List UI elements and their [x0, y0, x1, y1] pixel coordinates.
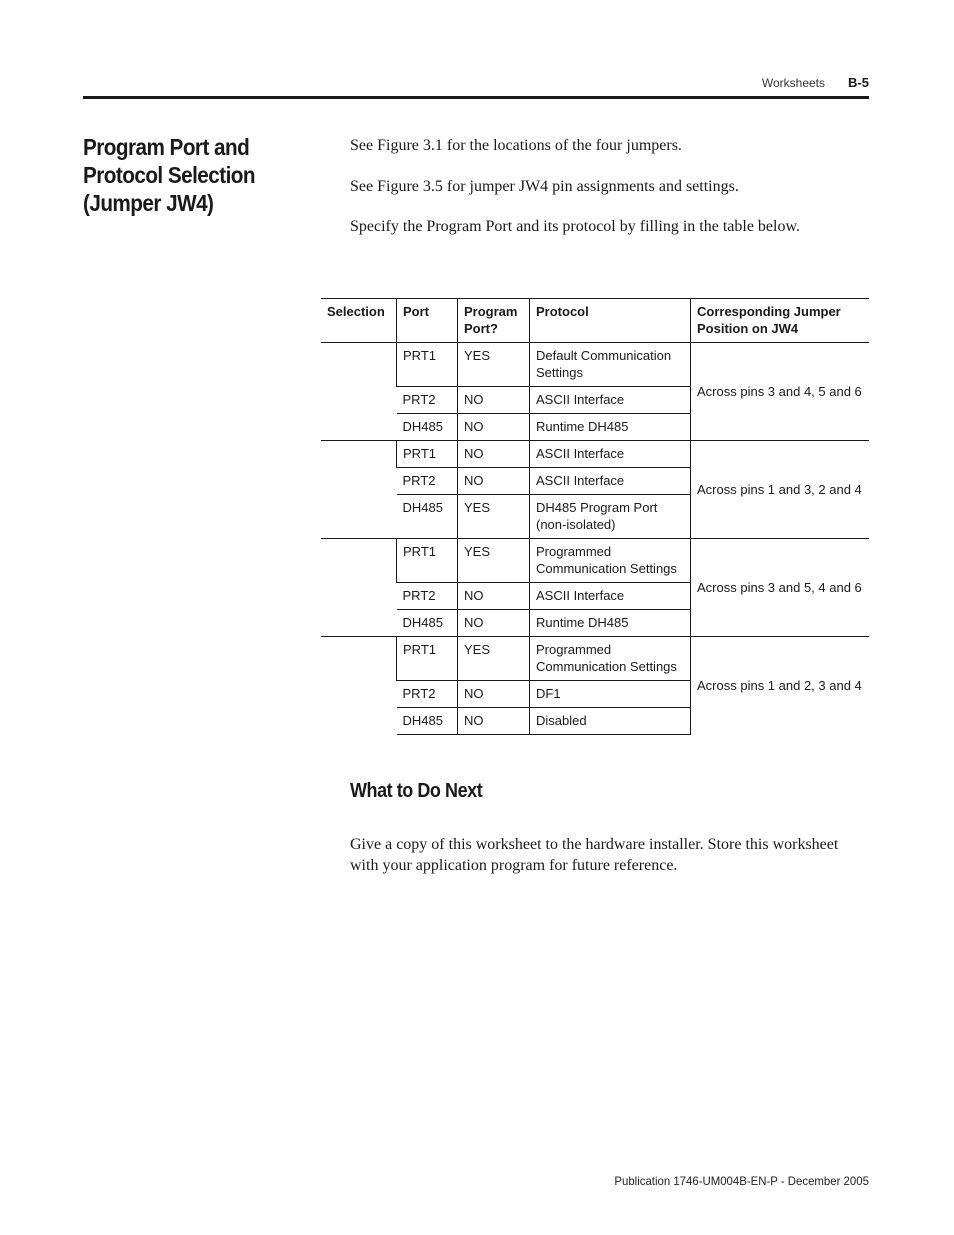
column-header-selection: Selection	[321, 299, 397, 343]
selection-cell	[321, 441, 397, 539]
program-port-cell: YES	[458, 343, 530, 387]
table-header-row	[321, 299, 869, 343]
section-title: Program Port and Protocol Selection (Jumper JW4)	[83, 134, 256, 216]
port-cell: DH485	[397, 495, 458, 539]
table-row	[321, 441, 869, 468]
column-header-protocol: Protocol	[530, 299, 691, 343]
jumper-position-cell: Across pins 3 and 4, 5 and 6	[691, 343, 870, 441]
port-cell: PRT1	[397, 637, 458, 681]
program-port-cell: NO	[458, 387, 530, 414]
port-cell: DH485	[397, 414, 458, 441]
program-port-cell: NO	[458, 468, 530, 495]
port-cell: DH485	[397, 708, 458, 735]
program-port-cell: YES	[458, 495, 530, 539]
table-row	[321, 539, 869, 583]
port-cell: PRT2	[397, 468, 458, 495]
protocol-cell: ASCII Interface	[530, 583, 691, 610]
selection-cell	[321, 637, 397, 735]
program-port-cell: YES	[458, 539, 530, 583]
port-cell: DH485	[397, 610, 458, 637]
what-to-do-next-heading: What to Do Next	[350, 780, 483, 802]
protocol-cell: Runtime DH485	[530, 610, 691, 637]
program-port-cell: NO	[458, 681, 530, 708]
protocol-cell: ASCII Interface	[530, 441, 691, 468]
jumper-position-cell: Across pins 3 and 5, 4 and 6	[691, 539, 870, 637]
paragraph-table-instructions: Specify the Program Port and its protocol by filling in the table below.	[350, 218, 800, 235]
program-port-cell: NO	[458, 610, 530, 637]
jumper-jw4-table	[321, 298, 869, 735]
header-page-number: B-5	[848, 75, 869, 90]
paragraph-jumper-locations: See Figure 3.1 for the locations of the four jumpers.	[350, 137, 682, 154]
protocol-cell: Disabled	[530, 708, 691, 735]
protocol-cell: ASCII Interface	[530, 387, 691, 414]
program-port-cell: NO	[458, 708, 530, 735]
protocol-cell: ASCII Interface	[530, 468, 691, 495]
table-row	[321, 637, 869, 681]
protocol-cell: DH485 Program Port (non-isolated)	[530, 495, 691, 539]
publication-footer: Publication 1746-UM004B-EN-P - December 2005	[614, 1174, 869, 1188]
protocol-cell: Default Communication Settings	[530, 343, 691, 387]
selection-cell	[321, 343, 397, 441]
paragraph-pin-assignments: See Figure 3.5 for jumper JW4 pin assignments and settings.	[350, 178, 739, 195]
jumper-position-cell: Across pins 1 and 3, 2 and 4	[691, 441, 870, 539]
port-cell: PRT2	[397, 583, 458, 610]
program-port-cell: NO	[458, 441, 530, 468]
selection-cell	[321, 539, 397, 637]
jumper-position-cell: Across pins 1 and 2, 3 and 4	[691, 637, 870, 735]
program-port-cell: NO	[458, 583, 530, 610]
header-section-name: Worksheets	[761, 76, 825, 90]
column-header-port: Port	[397, 299, 458, 343]
column-header-program-port: Program Port?	[458, 299, 530, 343]
port-cell: PRT1	[397, 539, 458, 583]
port-cell: PRT2	[397, 681, 458, 708]
protocol-cell: Runtime DH485	[530, 414, 691, 441]
port-cell: PRT1	[397, 343, 458, 387]
column-header-jumper-position: Corresponding Jumper Position on JW4	[691, 299, 870, 343]
running-header	[83, 74, 869, 92]
paragraph-what-to-do-next: Give a copy of this worksheet to the hardware installer. Store this worksheet with your application program for future reference.	[350, 836, 839, 874]
protocol-cell: Programmed Communication Settings	[530, 637, 691, 681]
protocol-cell: Programmed Communication Settings	[530, 539, 691, 583]
program-port-cell: YES	[458, 637, 530, 681]
table-row	[321, 343, 869, 387]
program-port-cell: NO	[458, 414, 530, 441]
port-cell: PRT2	[397, 387, 458, 414]
header-rule	[83, 96, 869, 99]
protocol-cell: DF1	[530, 681, 691, 708]
port-cell: PRT1	[397, 441, 458, 468]
